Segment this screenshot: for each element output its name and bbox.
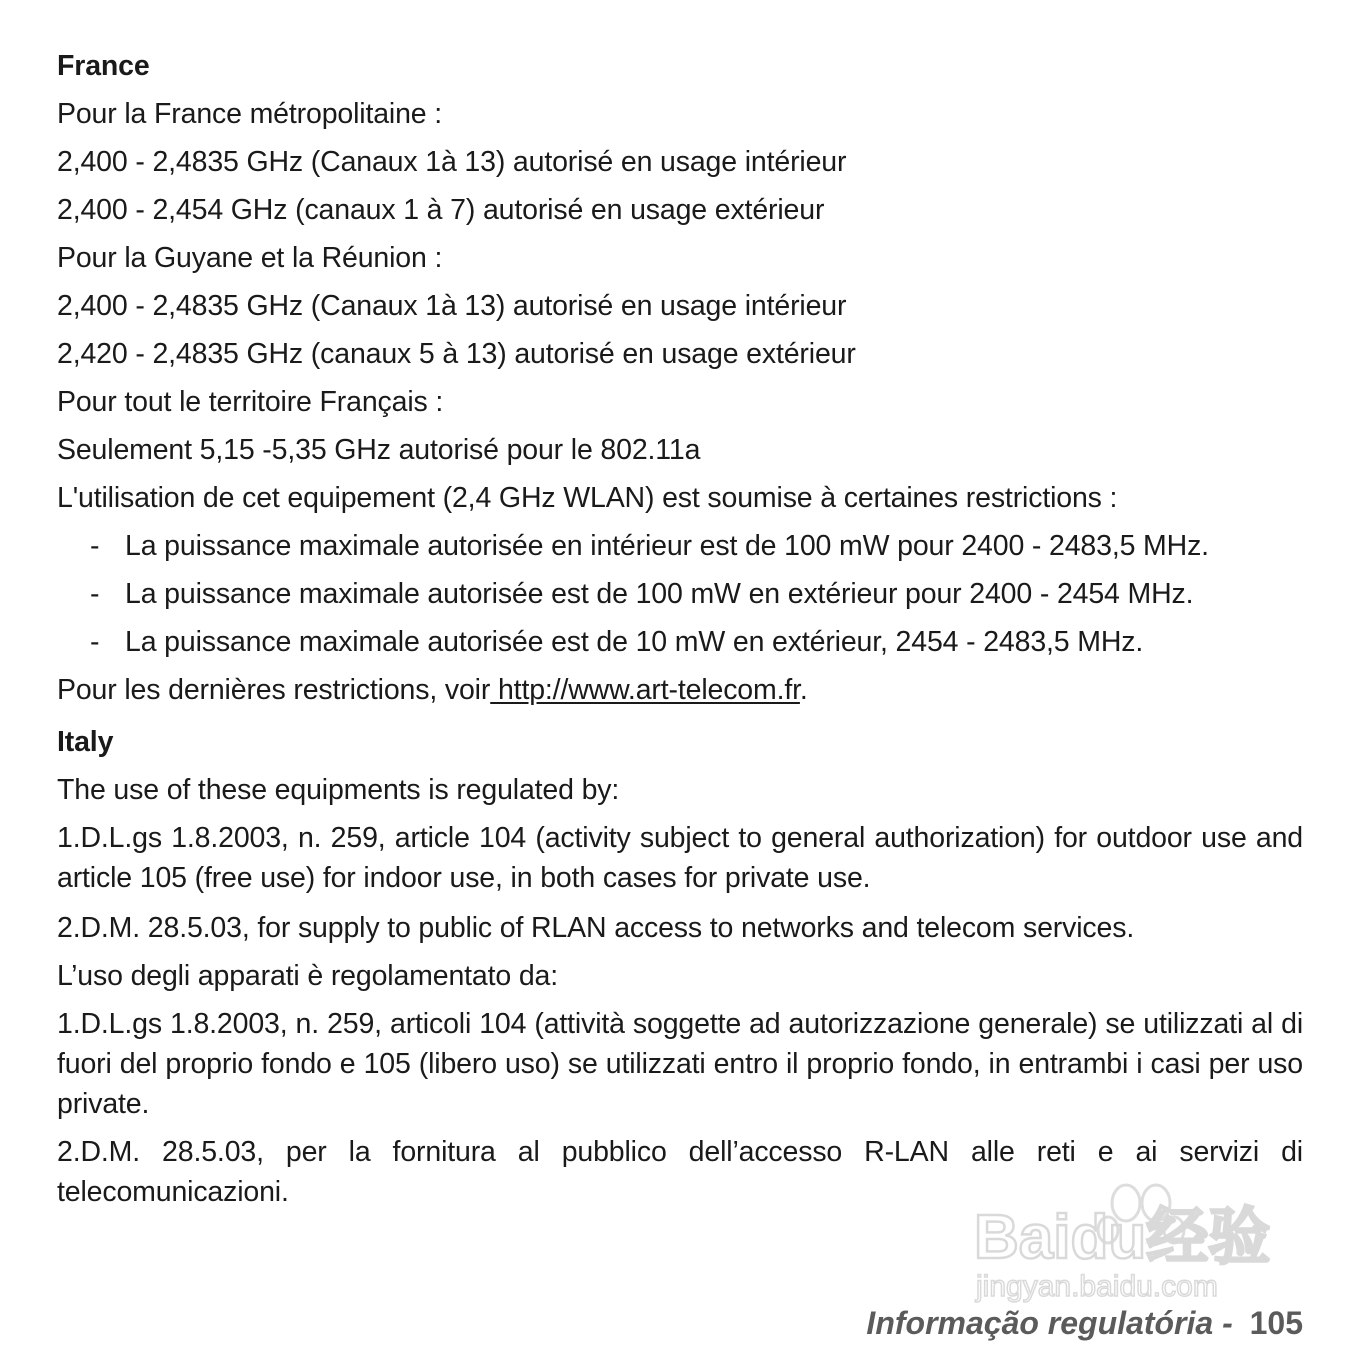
section-heading-france: France bbox=[57, 50, 150, 82]
art-telecom-link[interactable]: http://www.art-telecom.fr bbox=[490, 674, 800, 706]
footer-section-title: Informação regulatória - bbox=[866, 1305, 1242, 1341]
paragraph-line: 2,400 - 2,4835 GHz (Canaux 1à 13) autorisé en usage intérieur bbox=[57, 290, 847, 322]
paragraph-line: 2,400 - 2,4835 GHz (Canaux 1à 13) autorisé en usage intérieur bbox=[57, 146, 847, 178]
bullet-text: La puissance maximale autorisée en intérieur est de 100 mW pour 2400 - 2483,5 MHz. bbox=[125, 530, 1209, 562]
restrictions-suffix: . bbox=[799, 674, 808, 706]
paragraph-line: The use of these equipments is regulated by: bbox=[57, 774, 620, 806]
paragraph-line: Pour tout le territoire Français : bbox=[57, 386, 444, 418]
italy-item-2-it: 2.D.M. 28.5.03, per la fornitura al pubblico dell’accesso R-LAN alle reti e ai servizi di telecomunicazioni. bbox=[57, 1136, 1303, 1208]
italy-item-1-it: 1.D.L.gs 1.8.2003, n. 259, articoli 104 (attività soggette ad autorizzazione generale) se utilizzati al di fuori del proprio fondo e 105 (libero uso) se utilizzati entro il proprio fondo, in entrambi i casi per uso private. bbox=[57, 1008, 1303, 1120]
paragraph-line: 2,420 - 2,4835 GHz (canaux 5 à 13) autorisé en usage extérieur bbox=[57, 338, 856, 370]
paragraph-line: Seulement 5,15 -5,35 GHz autorisé pour le 802.11a bbox=[57, 434, 701, 466]
section-heading-italy: Italy bbox=[57, 726, 114, 758]
paragraph-line: 2,400 - 2,454 GHz (canaux 1 à 7) autorisé en usage extérieur bbox=[57, 194, 825, 226]
bullet-text: La puissance maximale autorisée est de 10 mW en extérieur, 2454 - 2483,5 MHz. bbox=[125, 626, 1144, 658]
document-body bbox=[57, 44, 1303, 1220]
watermark-url: jingyan.baidu.com bbox=[976, 1270, 1218, 1303]
page-number: 105 bbox=[1249, 1305, 1303, 1341]
italy-item-1-en: 1.D.L.gs 1.8.2003, n. 259, article 104 (activity subject to general authorization) for outdoor use and article 105 (free use) for indoor use, in both cases for private use. bbox=[57, 822, 1303, 894]
bullet-item bbox=[57, 572, 1303, 620]
page-footer bbox=[866, 1305, 1303, 1342]
bullet-dash: - bbox=[90, 530, 100, 562]
paragraph-line: 2.D.M. 28.5.03, for supply to public of RLAN access to networks and telecom services. bbox=[57, 912, 1135, 944]
paragraph-line: Pour la Guyane et la Réunion : bbox=[57, 242, 443, 274]
restrictions-line bbox=[57, 668, 1303, 716]
bullet-item bbox=[57, 620, 1303, 668]
bullet-item bbox=[57, 524, 1303, 572]
paragraph-line: L'utilisation de cet equipement (2,4 GHz WLAN) est soumise à certaines restrictions : bbox=[57, 482, 1118, 514]
bullet-text: La puissance maximale autorisée est de 100 mW en extérieur pour 2400 - 2454 MHz. bbox=[125, 578, 1194, 610]
paragraph-line: L’uso degli apparati è regolamentato da: bbox=[57, 960, 559, 992]
paragraph-line: Pour la France métropolitaine : bbox=[57, 98, 443, 130]
bullet-dash: - bbox=[90, 626, 100, 658]
bullet-dash: - bbox=[90, 578, 100, 610]
restrictions-prefix: Pour les dernières restrictions, voir bbox=[57, 674, 491, 706]
watermark-brand: Baidu经验 bbox=[974, 1203, 1271, 1272]
